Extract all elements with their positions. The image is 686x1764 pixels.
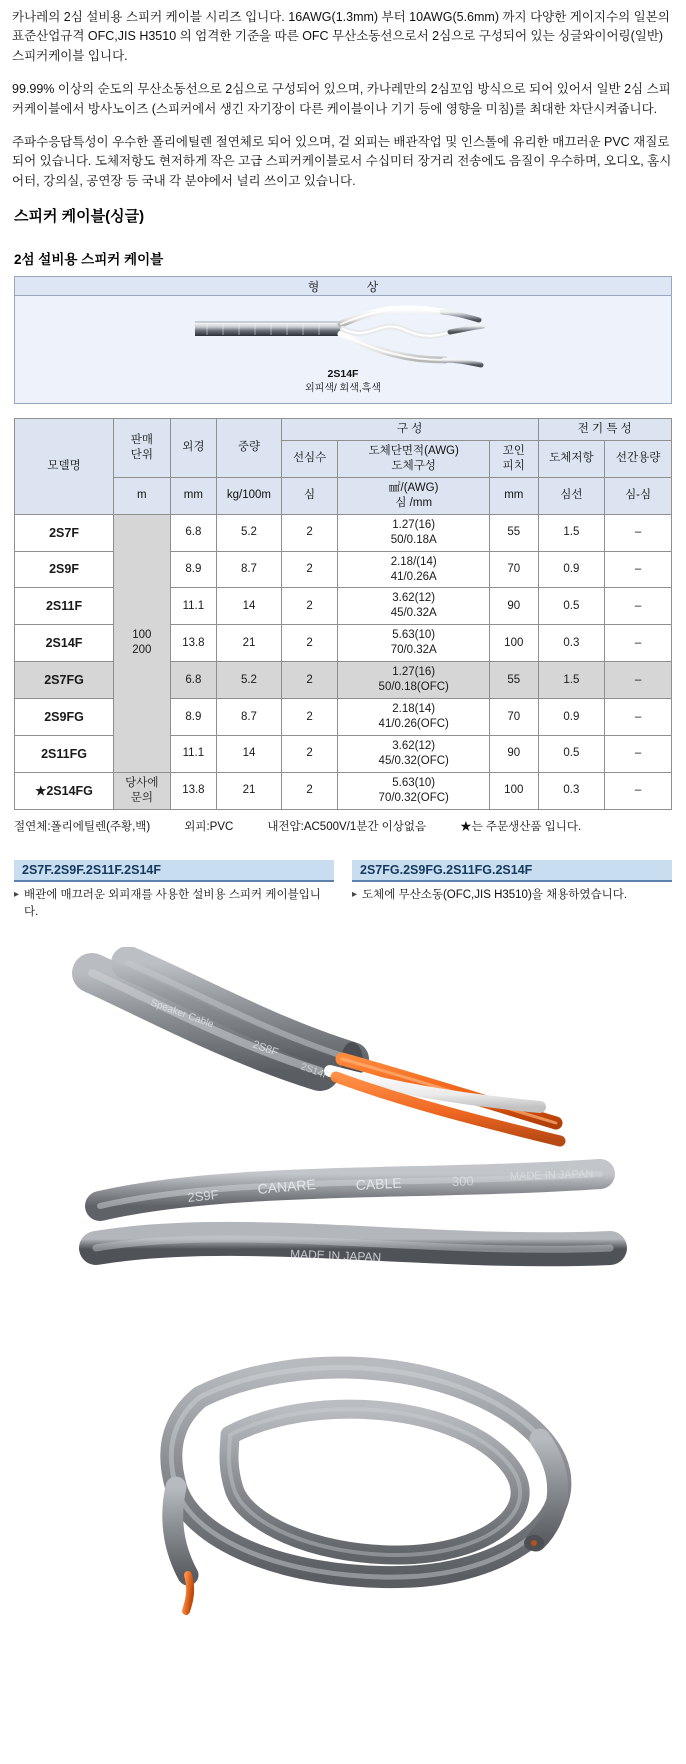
th-unit-wire-count: 심	[281, 477, 338, 514]
cell-twist-pitch: 90	[490, 588, 539, 625]
cell-conductor: 3.62(12) 45/0.32A	[338, 588, 490, 625]
th-composition: 구 성	[281, 419, 538, 441]
cell-sales-unit-group-1: 100 200	[114, 514, 171, 772]
cell-twist-pitch: 55	[490, 514, 539, 551]
cell-outer-diameter: 13.8	[170, 625, 216, 662]
cell-model: 2S14F	[15, 625, 114, 662]
cell-capacitance: –	[605, 662, 672, 699]
table-footnotes	[14, 818, 672, 834]
cell-resistance: 0.5	[538, 735, 605, 772]
cell-capacitance: –	[605, 551, 672, 588]
footnote-voltage: 내전압:AC500V/1분간 이상없음	[267, 820, 427, 833]
th-sub-capacitance: 심-심	[605, 477, 672, 514]
svg-text:2S14F: 2S14F	[298, 1061, 331, 1083]
cell-wire-count: 2	[281, 551, 338, 588]
cell-wire-count: 2	[281, 772, 338, 809]
feature-text: 도체에 무산소동(OFC,JIS H3510)을 채용하였습니다.	[362, 888, 628, 901]
cell-weight: 8.7	[217, 551, 282, 588]
cell-wire-count: 2	[281, 662, 338, 699]
th-capacitance: 선간용량	[605, 440, 672, 477]
cell-resistance: 0.5	[538, 588, 605, 625]
page-title: 스피커 케이블(싱글)	[14, 208, 145, 225]
table-row	[15, 514, 672, 551]
th-unit-diameter: mm	[170, 477, 216, 514]
cell-outer-diameter: 8.9	[170, 699, 216, 736]
cell-conductor: 2.18(14) 41/0.26(OFC)	[338, 699, 490, 736]
cell-weight: 8.7	[217, 699, 282, 736]
product-photo-jacket-print	[0, 1152, 686, 1327]
feature-title: 2S7FG.2S9FG.2S11FG.2S14F	[352, 860, 672, 882]
intro-paragraph-1: 카나레의 2심 설비용 스피커 케이블 시리즈 입니다. 16AWG(1.3mm) 부터 10AWG(5.6mm) 까지 다양한 게이지수의 일본의 표준산업규격 OFC,JIS H3510 의 엄격한 기준을 따른 OFC 무산소동선으로서 2심으로 구성되어 있는 싱글와이어링(일반) 스피커케이블 입니다.	[12, 10, 670, 63]
photo-2-graphic	[0, 1152, 686, 1327]
th-unit-weight: kg/100m	[217, 477, 282, 514]
svg-text:2S8F: 2S8F	[250, 1038, 280, 1060]
shape-model-label: 2S14F	[327, 368, 359, 380]
feature-columns	[14, 860, 672, 922]
feature-title: 2S7F.2S9F.2S11F.2S14F	[14, 860, 334, 882]
cell-wire-count: 2	[281, 735, 338, 772]
shape-panel-header: 형 상	[14, 276, 672, 296]
feature-body	[352, 882, 672, 904]
table-row	[15, 699, 672, 736]
table-row	[15, 551, 672, 588]
shape-panel	[14, 276, 672, 404]
th-sub-resistance: 심선	[538, 477, 605, 514]
th-unit-twist-pitch: mm	[490, 477, 539, 514]
table-row	[15, 662, 672, 699]
cell-conductor: 3.62(12) 45/0.32(OFC)	[338, 735, 490, 772]
cell-sales-unit-group-2: 당사에 문의	[114, 772, 171, 809]
intro-paragraph-2: 99.99% 이상의 순도의 무산소동선으로 2심으로 구성되어 있으며, 카나레만의 2심꼬임 방식으로 되어 있어서 일반 2심 스피커케이블에서 방사노이즈 (스피커에서 생긴 자기장이 다른 케이블이나 기기 등에 영향을 미침)를 최대한 차단시켜줍니다.	[12, 82, 671, 116]
cell-wire-count: 2	[281, 625, 338, 662]
cell-model: 2S7FG	[15, 662, 114, 699]
cell-model: 2S11F	[15, 588, 114, 625]
cell-outer-diameter: 13.8	[170, 772, 216, 809]
cell-capacitance: –	[605, 514, 672, 551]
cell-resistance: 1.5	[538, 662, 605, 699]
cell-twist-pitch: 100	[490, 625, 539, 662]
cell-twist-pitch: 55	[490, 662, 539, 699]
th-unit-conductor-area: ㎟/(AWG) 심 /mm	[338, 477, 490, 514]
table-header	[15, 419, 672, 515]
th-conductor-area: 도체단면적(AWG) 도체구성	[338, 440, 490, 477]
cell-weight: 21	[217, 625, 282, 662]
shape-caption	[15, 367, 671, 395]
cable-illustration	[193, 302, 493, 376]
product-photo-coiled-cable	[0, 1327, 686, 1627]
svg-text:CABLE: CABLE	[355, 1174, 403, 1194]
feature-body	[14, 882, 334, 922]
th-electrical: 전 기 특 성	[538, 419, 671, 441]
cell-outer-diameter: 11.1	[170, 588, 216, 625]
cell-capacitance: –	[605, 735, 672, 772]
svg-text:CANARE: CANARE	[256, 1176, 317, 1198]
table-row	[15, 588, 672, 625]
th-resistance: 도체저항	[538, 440, 605, 477]
cell-weight: 21	[217, 772, 282, 809]
cell-conductor: 1.27(16) 50/0.18A	[338, 514, 490, 551]
svg-text:MADE IN JAPAN: MADE IN JAPAN	[289, 1247, 382, 1265]
product-photos	[0, 947, 686, 1627]
cell-conductor: 5.63(10) 70/0.32(OFC)	[338, 772, 490, 809]
cell-conductor: 5.63(10) 70/0.32A	[338, 625, 490, 662]
table-body	[15, 514, 672, 809]
cell-weight: 14	[217, 735, 282, 772]
th-model: 모델명	[15, 419, 114, 515]
cell-resistance: 0.9	[538, 699, 605, 736]
cell-outer-diameter: 11.1	[170, 735, 216, 772]
cell-outer-diameter: 8.9	[170, 551, 216, 588]
cell-model: 2S9F	[15, 551, 114, 588]
photo-1-graphic	[0, 947, 686, 1152]
th-weight: 중량	[217, 419, 282, 478]
footnote-insulation: 절연체:폴리에틸렌(주황,백)	[14, 820, 151, 833]
cell-conductor: 2.18/(14) 41/0.26A	[338, 551, 490, 588]
specification-table	[14, 418, 672, 810]
cell-capacitance: –	[605, 588, 672, 625]
feature-column-ofc	[352, 860, 672, 922]
cell-outer-diameter: 6.8	[170, 514, 216, 551]
th-outer-diameter: 외경	[170, 419, 216, 478]
cell-capacitance: –	[605, 625, 672, 662]
svg-text:300: 300	[451, 1173, 474, 1190]
intro-section	[0, 0, 686, 191]
intro-paragraph-3: 주파수응답특성이 우수한 폴리에틸렌 절연체로 되어 있으며, 겉 외피는 배관작업 및 인스톨에 유리한 매끄러운 PVC 재질로 되어 있습니다. 도체저항도 현저하게 작은 고급 스피커케이블로서 수십미터 장거리 전송에도 음질이 우수하며, 오디오, 홈시어터, 강의실, 공연장 등 국내 각 분야에서 널리 쓰이고 있습니다.	[12, 134, 672, 188]
bullet-arrow-icon: ▸	[14, 888, 20, 900]
svg-text:Speaker Cable: Speaker Cable	[148, 997, 215, 1031]
table-row	[15, 772, 672, 809]
cell-wire-count: 2	[281, 699, 338, 736]
cell-twist-pitch: 70	[490, 699, 539, 736]
table-row	[15, 625, 672, 662]
cell-twist-pitch: 70	[490, 551, 539, 588]
cell-model: 2S11FG	[15, 735, 114, 772]
th-wire-count: 선심수	[281, 440, 338, 477]
cell-weight: 5.2	[217, 514, 282, 551]
cell-outer-diameter: 6.8	[170, 662, 216, 699]
th-twist-pitch: 꼬인 피치	[490, 440, 539, 477]
th-sales-unit: 판매 단위	[114, 419, 171, 478]
th-unit-sales: m	[114, 477, 171, 514]
svg-text:MADE IN JAPAN: MADE IN JAPAN	[509, 1168, 594, 1184]
feature-column-standard	[14, 860, 334, 922]
cell-resistance: 0.9	[538, 551, 605, 588]
cell-conductor: 1.27(16) 50/0.18(OFC)	[338, 662, 490, 699]
product-photo-stripped-cable	[0, 947, 686, 1152]
table-row	[15, 735, 672, 772]
feature-text: 배관에 매끄러운 외피재를 사용한 설비용 스피커 케이블입니다.	[24, 888, 321, 918]
cell-resistance: 1.5	[538, 514, 605, 551]
cell-capacitance: –	[605, 699, 672, 736]
cell-model: 2S7F	[15, 514, 114, 551]
cell-resistance: 0.3	[538, 772, 605, 809]
cell-twist-pitch: 100	[490, 772, 539, 809]
subsection-title: 2섬 설비용 스피커 케이블	[14, 252, 164, 267]
shape-color-note: 외피색/ 회색,흑색	[305, 382, 381, 394]
cell-wire-count: 2	[281, 514, 338, 551]
shape-panel-body	[14, 296, 672, 404]
cell-twist-pitch: 90	[490, 735, 539, 772]
photo-3-graphic	[0, 1327, 686, 1627]
cell-weight: 14	[217, 588, 282, 625]
cell-model: 2S9FG	[15, 699, 114, 736]
footnote-jacket: 외피:PVC	[184, 820, 234, 833]
cell-wire-count: 2	[281, 588, 338, 625]
cell-weight: 5.2	[217, 662, 282, 699]
cell-model: ★2S14FG	[15, 772, 114, 809]
cell-resistance: 0.3	[538, 625, 605, 662]
cell-capacitance: –	[605, 772, 672, 809]
footnote-order: ★는 주문생산품 입니다.	[460, 820, 582, 833]
bullet-arrow-icon: ▸	[352, 888, 358, 900]
svg-text:2S9F: 2S9F	[186, 1187, 220, 1206]
